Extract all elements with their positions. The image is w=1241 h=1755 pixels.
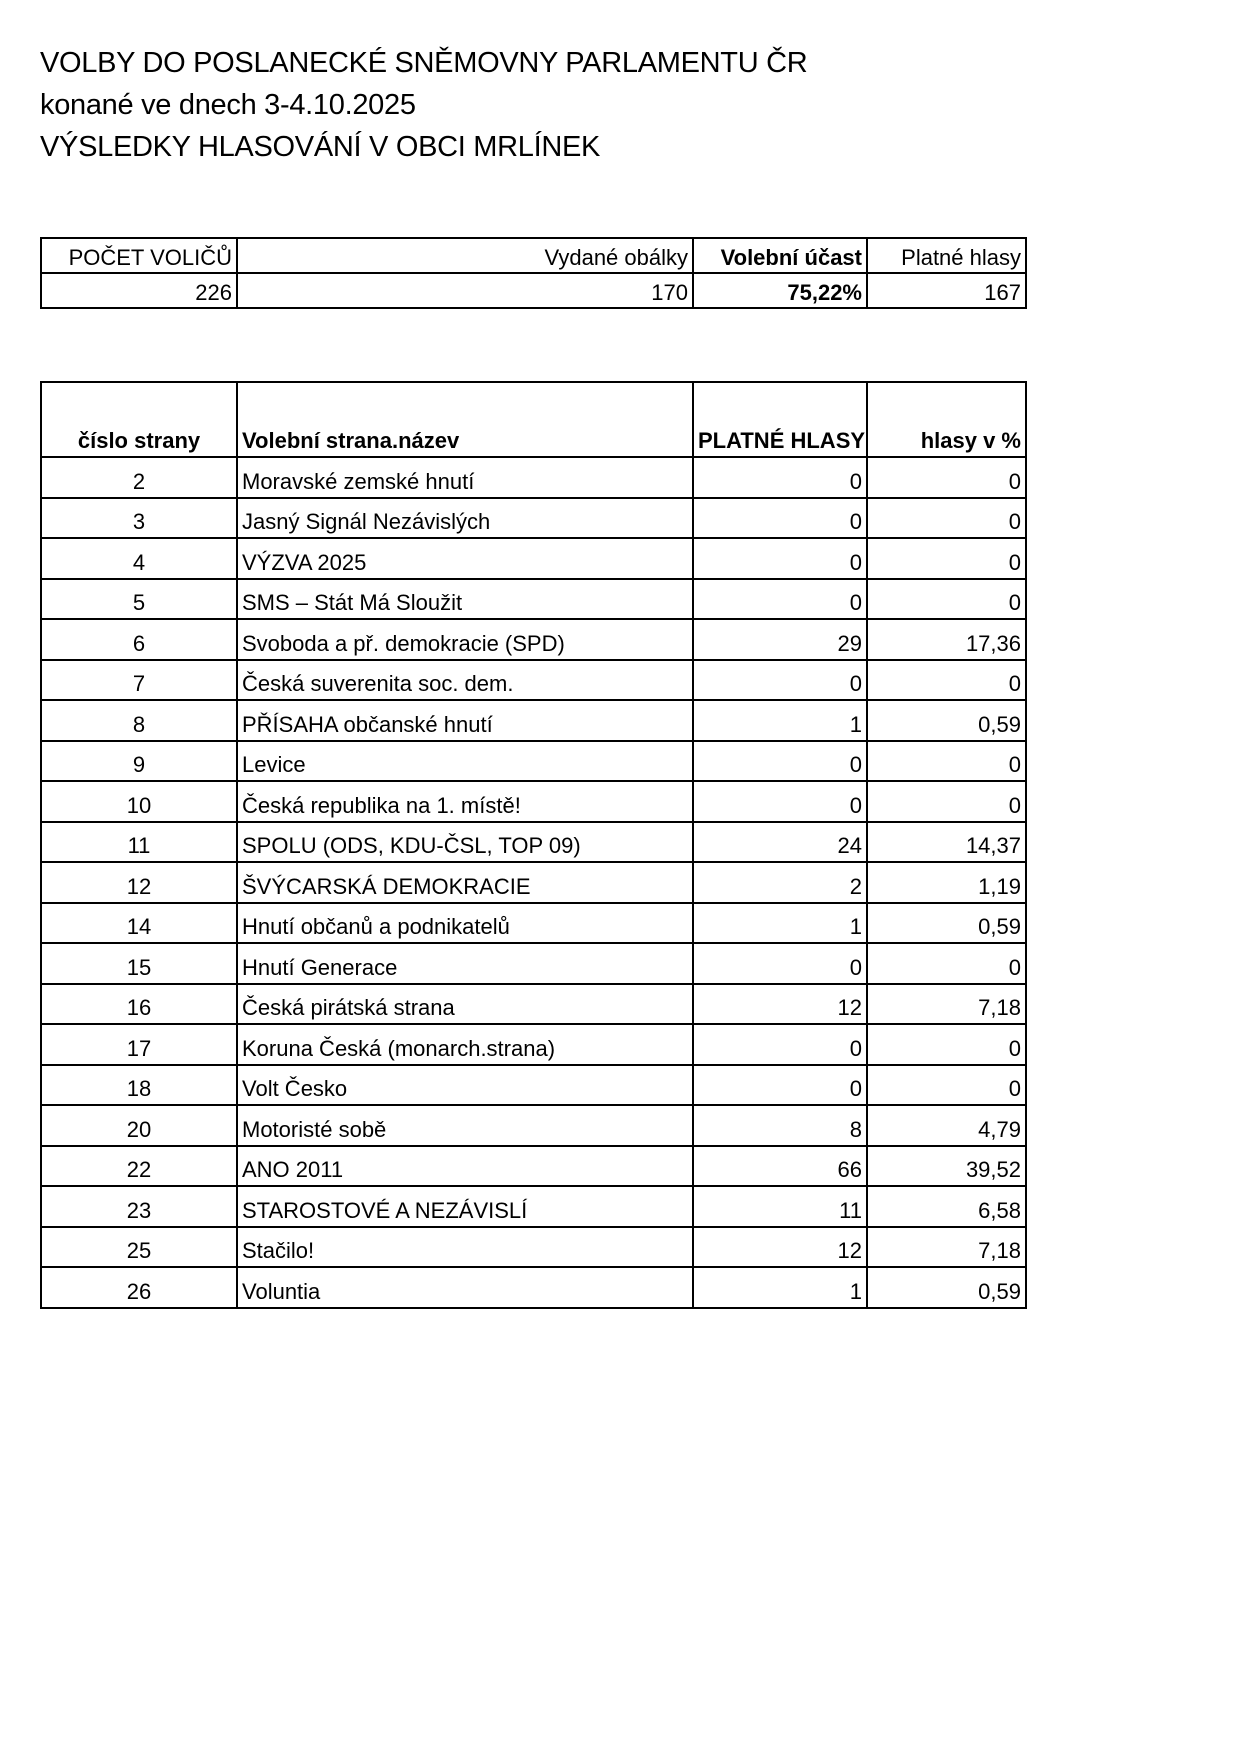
table-row xyxy=(41,498,1026,539)
party-percent: 0 xyxy=(867,781,1026,822)
party-name: SPOLU (ODS, KDU-ČSL, TOP 09) xyxy=(237,822,693,863)
party-percent: 0,59 xyxy=(867,700,1026,741)
summary-value-valid-votes: 167 xyxy=(867,273,1026,308)
party-number: 16 xyxy=(41,984,237,1025)
title-line-results: VÝSLEDKY HLASOVÁNÍ V OBCI MRLÍNEK xyxy=(40,131,601,163)
party-votes: 11 xyxy=(693,1186,867,1227)
party-name: Česká suverenita soc. dem. xyxy=(237,660,693,701)
party-percent: 6,58 xyxy=(867,1186,1026,1227)
party-votes: 0 xyxy=(693,1024,867,1065)
party-votes: 0 xyxy=(693,457,867,498)
title-line-dates: konané ve dnech 3-4.10.2025 xyxy=(40,89,416,121)
table-row xyxy=(41,822,1026,863)
party-name: ŠVÝCARSKÁ DEMOKRACIE xyxy=(237,862,693,903)
table-row xyxy=(41,1065,1026,1106)
party-votes: 0 xyxy=(693,498,867,539)
summary-header-voters: POČET VOLIČŮ xyxy=(41,238,237,273)
party-name: Hnutí občanů a podnikatelů xyxy=(237,903,693,944)
party-percent: 7,18 xyxy=(867,1227,1026,1268)
summary-value-turnout: 75,22% xyxy=(693,273,867,308)
party-votes: 12 xyxy=(693,1227,867,1268)
party-percent: 7,18 xyxy=(867,984,1026,1025)
party-percent: 17,36 xyxy=(867,619,1026,660)
party-number: 3 xyxy=(41,498,237,539)
party-percent: 0,59 xyxy=(867,1267,1026,1308)
summary-header-row xyxy=(41,238,1026,273)
party-name: Stačilo! xyxy=(237,1227,693,1268)
party-votes: 1 xyxy=(693,1267,867,1308)
table-row xyxy=(41,619,1026,660)
party-name: Motoristé sobě xyxy=(237,1105,693,1146)
party-percent: 0,59 xyxy=(867,903,1026,944)
column-header-number: číslo strany xyxy=(41,382,237,457)
party-number: 6 xyxy=(41,619,237,660)
party-percent: 0 xyxy=(867,498,1026,539)
summary-value-envelopes: 170 xyxy=(237,273,693,308)
summary-header-envelopes: Vydané obálky xyxy=(237,238,693,273)
title-line-election: VOLBY DO POSLANECKÉ SNĚMOVNY PARLAMENTU ČR xyxy=(40,47,808,79)
document-title xyxy=(40,42,807,168)
party-percent: 1,19 xyxy=(867,862,1026,903)
table-row xyxy=(41,660,1026,701)
party-votes: 0 xyxy=(693,1065,867,1106)
party-number: 22 xyxy=(41,1146,237,1187)
column-header-name: Volební strana.název xyxy=(237,382,693,457)
party-votes: 0 xyxy=(693,741,867,782)
table-row xyxy=(41,741,1026,782)
results-header-row xyxy=(41,382,1026,457)
party-votes: 66 xyxy=(693,1146,867,1187)
party-name: Svoboda a př. demokracie (SPD) xyxy=(237,619,693,660)
table-row xyxy=(41,1186,1026,1227)
party-votes: 12 xyxy=(693,984,867,1025)
party-percent: 0 xyxy=(867,457,1026,498)
party-percent: 14,37 xyxy=(867,822,1026,863)
party-name: Hnutí Generace xyxy=(237,943,693,984)
party-number: 10 xyxy=(41,781,237,822)
table-row xyxy=(41,1105,1026,1146)
party-name: Volt Česko xyxy=(237,1065,693,1106)
table-row xyxy=(41,538,1026,579)
party-number: 17 xyxy=(41,1024,237,1065)
party-name: Česká republika na 1. místě! xyxy=(237,781,693,822)
party-number: 18 xyxy=(41,1065,237,1106)
party-number: 15 xyxy=(41,943,237,984)
table-row xyxy=(41,1024,1026,1065)
summary-header-valid-votes: Platné hlasy xyxy=(867,238,1026,273)
party-percent: 0 xyxy=(867,1024,1026,1065)
table-row xyxy=(41,700,1026,741)
party-name: ANO 2011 xyxy=(237,1146,693,1187)
party-votes: 0 xyxy=(693,943,867,984)
table-row xyxy=(41,457,1026,498)
table-row xyxy=(41,943,1026,984)
party-number: 2 xyxy=(41,457,237,498)
table-row xyxy=(41,984,1026,1025)
party-number: 25 xyxy=(41,1227,237,1268)
table-row xyxy=(41,781,1026,822)
party-votes: 0 xyxy=(693,781,867,822)
party-percent: 0 xyxy=(867,538,1026,579)
party-number: 11 xyxy=(41,822,237,863)
party-votes: 0 xyxy=(693,538,867,579)
party-number: 14 xyxy=(41,903,237,944)
party-votes: 0 xyxy=(693,660,867,701)
party-name: Moravské zemské hnutí xyxy=(237,457,693,498)
party-votes: 1 xyxy=(693,700,867,741)
party-votes: 24 xyxy=(693,822,867,863)
party-percent: 0 xyxy=(867,741,1026,782)
party-number: 9 xyxy=(41,741,237,782)
party-name: Levice xyxy=(237,741,693,782)
party-percent: 0 xyxy=(867,943,1026,984)
summary-value-row xyxy=(41,273,1026,308)
table-row xyxy=(41,862,1026,903)
party-number: 26 xyxy=(41,1267,237,1308)
party-percent: 4,79 xyxy=(867,1105,1026,1146)
party-name: PŘÍSAHA občanské hnutí xyxy=(237,700,693,741)
party-name: Jasný Signál Nezávislých xyxy=(237,498,693,539)
table-row xyxy=(41,579,1026,620)
party-votes: 2 xyxy=(693,862,867,903)
table-row xyxy=(41,1267,1026,1308)
column-header-percent: hlasy v % xyxy=(867,382,1026,457)
table-row xyxy=(41,1227,1026,1268)
party-name: VÝZVA 2025 xyxy=(237,538,693,579)
party-number: 7 xyxy=(41,660,237,701)
table-row xyxy=(41,903,1026,944)
party-name: Česká pirátská strana xyxy=(237,984,693,1025)
table-row xyxy=(41,1146,1026,1187)
party-percent: 0 xyxy=(867,660,1026,701)
party-votes: 0 xyxy=(693,579,867,620)
party-percent: 0 xyxy=(867,579,1026,620)
party-name: Koruna Česká (monarch.strana) xyxy=(237,1024,693,1065)
summary-table xyxy=(40,237,1027,309)
party-votes: 1 xyxy=(693,903,867,944)
party-name: SMS – Stát Má Sloužit xyxy=(237,579,693,620)
summary-value-voters: 226 xyxy=(41,273,237,308)
party-number: 4 xyxy=(41,538,237,579)
party-name: Voluntia xyxy=(237,1267,693,1308)
party-number: 12 xyxy=(41,862,237,903)
party-percent: 39,52 xyxy=(867,1146,1026,1187)
party-votes: 8 xyxy=(693,1105,867,1146)
column-header-votes: PLATNÉ HLASY xyxy=(693,382,867,457)
party-number: 20 xyxy=(41,1105,237,1146)
party-percent: 0 xyxy=(867,1065,1026,1106)
party-number: 5 xyxy=(41,579,237,620)
party-votes: 29 xyxy=(693,619,867,660)
party-name: STAROSTOVÉ A NEZÁVISLÍ xyxy=(237,1186,693,1227)
party-number: 8 xyxy=(41,700,237,741)
summary-header-turnout: Volební účast xyxy=(693,238,867,273)
results-table xyxy=(40,381,1027,1309)
party-number: 23 xyxy=(41,1186,237,1227)
